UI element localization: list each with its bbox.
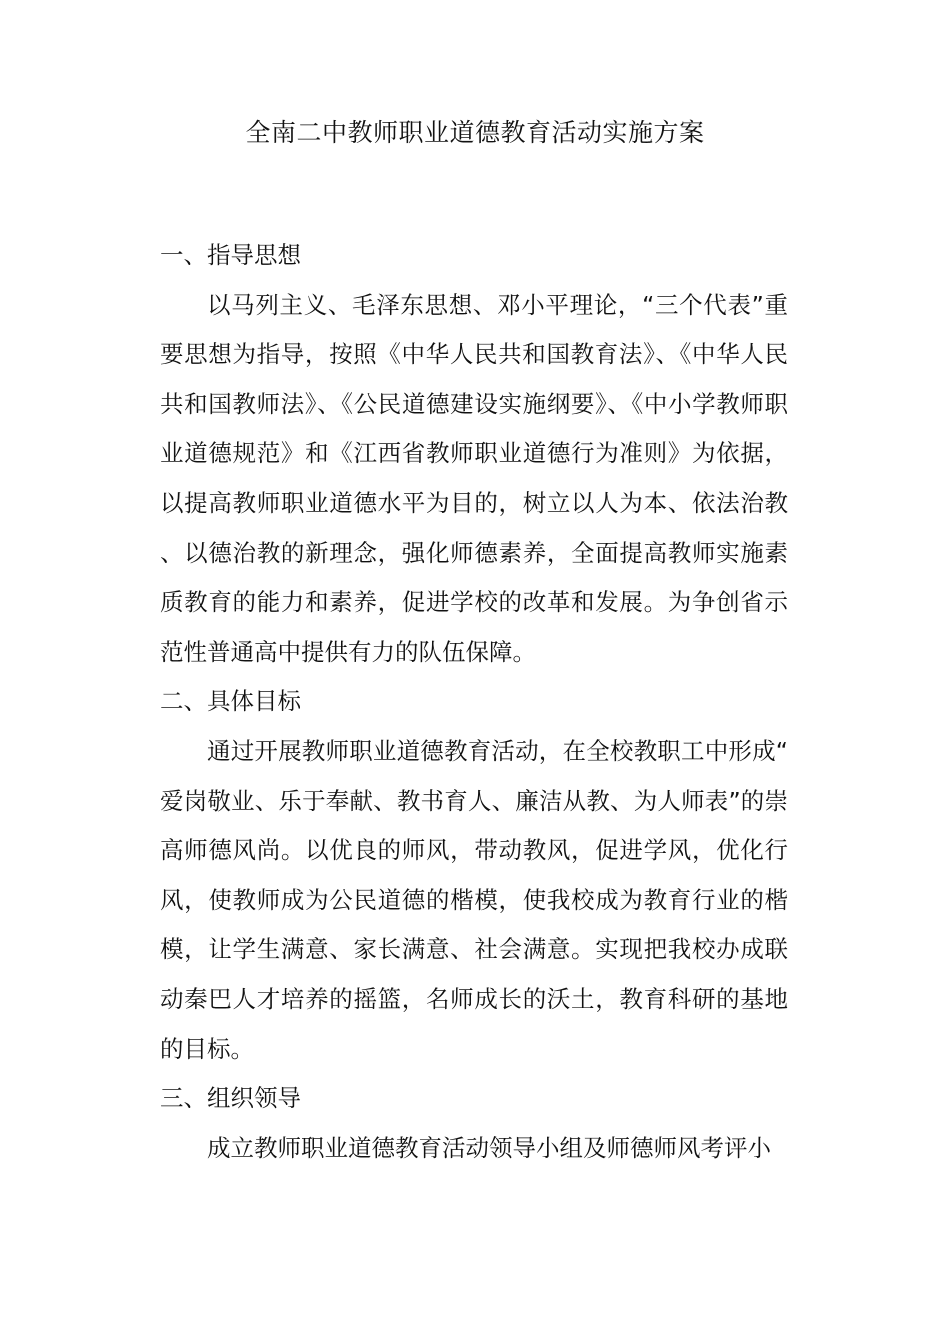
document-title: 全南二中教师职业道德教育活动实施方案 bbox=[245, 118, 705, 147]
section-paragraph: 成立教师职业道德教育活动领导小组及师德师风考评小 bbox=[207, 1133, 771, 1162]
section-specific-goals bbox=[160, 677, 788, 1074]
section-organization-leadership bbox=[160, 1074, 788, 1173]
section-heading: 三、组织领导 bbox=[160, 1084, 301, 1113]
section-heading: 一、指导思想 bbox=[160, 241, 301, 269]
section-guiding-ideology bbox=[160, 231, 788, 677]
document-body bbox=[160, 231, 788, 1173]
section-paragraph: 以马列主义、毛泽东思想、邓小平理论，“三个代表”重要思想为指导，按照《中华人民共和国教育法》、《中华人民共和国教师法》、《公民道德建设实施纲要》、《中小学教师职业道德规范》和《江西省教师职业道德行为准则》为依据，以提高教师职业道德水平为目的，树立以人为本、依法治教、以德治教的新理念，强化师德素养，全面提高教师实施素质教育的能力和素养，促进学校的改革和发展。为争创省示范性普通高中提供有力的队伍保障。 bbox=[160, 290, 788, 666]
section-paragraph: 通过开展教师职业道德教育活动，在全校教职工中形成“爱岗敬业、乐于奉献、教书育人、廉洁从教、为人师表”的崇高师德风尚。以优良的师风，带动教风，促进学风，优化行风，使教师成为公民道德的楷模，使我校成为教育行业的楷模，让学生满意、家长满意、社会满意。实现把我校办成联动秦巴人才培养的摇篮，名师成长的沃土，教育科研的基地的目标。 bbox=[160, 736, 788, 1063]
section-heading: 二、具体目标 bbox=[160, 687, 301, 716]
